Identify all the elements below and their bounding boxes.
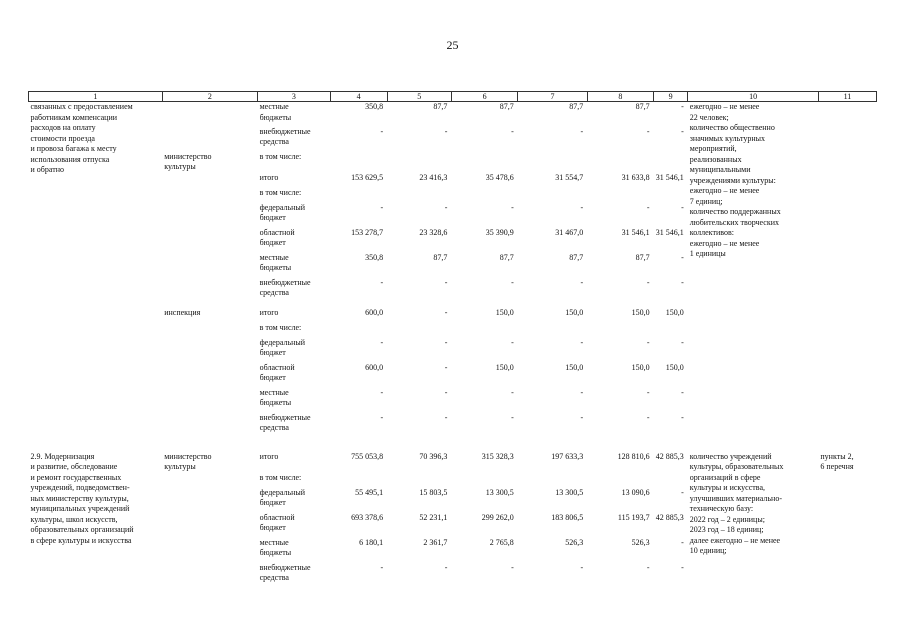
activity-description (29, 102, 163, 303)
amount-cell-col-7: - (580, 277, 584, 287)
activity-description (29, 452, 163, 588)
executor-cell (162, 152, 257, 173)
amount-cell-col-9: 150,0 (665, 362, 684, 372)
amount-cell-col-6: - (511, 562, 514, 572)
amount-cell-col-9 (654, 323, 688, 338)
table-row (29, 452, 877, 473)
column-number-7: 7 (518, 92, 587, 102)
amount-cell-col-9: 150,0 (665, 307, 684, 317)
amount-cell-col-4: 755 053,8 (351, 451, 384, 461)
funding-source-cell (258, 513, 331, 538)
reference-cell (818, 452, 876, 588)
amount-cell-col-5: 70 396,3 (419, 451, 448, 461)
funding-source-cell (258, 363, 331, 388)
column-number-3: 3 (258, 92, 331, 102)
amount-cell-col-9: - (681, 337, 684, 347)
text-line: бюджет (259, 348, 286, 357)
text-line: инспекция (164, 307, 201, 317)
text-line: в том числе: (259, 472, 302, 482)
amount-cell-col-7: 150,0 (565, 362, 584, 372)
text-line: улучшивших материально- (689, 493, 782, 503)
amount-cell-col-6: 150,0 (495, 307, 514, 317)
executor-cell (162, 452, 257, 473)
text-line: культуры, школ искусств, (30, 514, 118, 524)
amount-cell-col-5 (387, 323, 451, 338)
funding-source-cell (258, 253, 331, 278)
amount-cell-col-6: - (511, 337, 514, 347)
funding-source-cell (258, 413, 331, 438)
text-line: бюджет (259, 523, 286, 532)
text-line: количество поддержанных (689, 207, 781, 216)
text-line: стоимости проезда (30, 133, 95, 143)
amount-cell-col-4: 350,8 (365, 102, 384, 111)
amount-cell-col-4: - (380, 412, 384, 422)
amount-cell-col-5: - (444, 202, 448, 212)
text-line: и ремонт государственных (30, 472, 122, 482)
amount-cell-col-9: - (681, 562, 684, 572)
amount-cell-col-7 (518, 152, 587, 173)
text-line: и обратно (30, 165, 64, 174)
executor-cell (162, 563, 257, 588)
executor-cell (162, 363, 257, 388)
text-line: учреждениями культуры: (689, 175, 776, 185)
text-line: ежегодно – не менее (689, 186, 760, 195)
amount-cell-col-8: 31 546,1 (621, 227, 650, 237)
amount-cell-col-7: 87,7 (569, 102, 584, 111)
budget-table-container (28, 91, 877, 588)
amount-cell-col-6: - (511, 277, 514, 287)
amount-cell-col-4: - (380, 387, 384, 397)
amount-cell-col-4 (330, 152, 387, 173)
text-line: бюджет (259, 213, 286, 222)
executor-cell (162, 338, 257, 363)
amount-cell-col-5: 87,7 (433, 102, 448, 111)
amount-cell-col-4: 693 378,6 (351, 512, 384, 522)
text-line: местные (259, 102, 289, 111)
text-line: ных министерству культуры, (30, 493, 129, 503)
amount-cell-col-5: 15 803,5 (419, 487, 448, 497)
amount-cell-col-6 (451, 188, 517, 203)
amount-cell-col-6: 35 478,6 (485, 172, 514, 182)
text-line: федеральный (259, 202, 306, 212)
funding-source-cell (258, 538, 331, 563)
amount-cell-col-9: - (681, 277, 684, 287)
indicators-cell (688, 102, 819, 303)
executor-cell (162, 413, 257, 438)
executor-cell (162, 253, 257, 278)
column-number-row (29, 92, 877, 102)
amount-cell-col-5: - (444, 412, 448, 422)
text-line: итого (259, 172, 279, 182)
amount-cell-col-9: - (681, 537, 684, 547)
amount-cell-col-5: - (444, 562, 448, 572)
text-line: средства (259, 423, 289, 432)
amount-cell-col-9: - (681, 126, 684, 136)
amount-cell-col-4 (330, 323, 387, 338)
text-line: федеральный (259, 337, 306, 347)
amount-cell-col-5 (387, 473, 451, 488)
text-line: техническую базу: (689, 504, 754, 513)
amount-cell-col-5 (387, 188, 451, 203)
amount-cell-col-5: - (444, 307, 448, 317)
amount-cell-col-6 (451, 152, 517, 173)
text-line: культуры, образовательных (689, 462, 784, 471)
amount-cell-col-8: 13 090,6 (621, 487, 650, 497)
amount-cell-col-8: 150,0 (631, 307, 650, 317)
amount-cell-col-5: - (444, 387, 448, 397)
funding-source-cell (258, 488, 331, 513)
funding-source-cell (258, 127, 331, 152)
text-line: количество учреждений (689, 451, 772, 461)
text-line: в том числе: (259, 151, 302, 161)
text-line: работникам компенсации (30, 112, 117, 122)
funding-source-cell (258, 563, 331, 588)
page-number: 25 (446, 38, 459, 52)
amount-cell-col-8: - (646, 387, 650, 397)
column-number-6: 6 (451, 92, 517, 102)
executor-cell (162, 203, 257, 228)
amount-cell-col-5: - (444, 277, 448, 287)
amount-cell-col-4: - (380, 277, 384, 287)
text-line: 2022 год – 2 единицы; (689, 514, 765, 524)
activity-description (29, 308, 163, 438)
text-line: расходов на оплату (30, 123, 96, 132)
amount-cell-col-9: - (681, 387, 684, 397)
text-line: и провоза багажа к месту (30, 144, 117, 153)
amount-cell-col-4 (330, 473, 387, 488)
executor-cell (162, 513, 257, 538)
text-line: 2023 год – 18 единиц; (689, 525, 764, 534)
amount-cell-col-7: 183 806,5 (551, 512, 584, 522)
text-line: бюджет (259, 238, 286, 247)
executor-cell (162, 228, 257, 253)
amount-cell-col-6: 87,7 (499, 252, 514, 262)
amount-cell-col-7: - (580, 202, 584, 212)
amount-cell-col-8 (587, 188, 653, 203)
amount-cell-col-6: - (511, 126, 514, 136)
text-line: федеральный (259, 487, 306, 497)
amount-cell-col-9: - (681, 412, 684, 422)
amount-cell-col-8: - (646, 126, 650, 136)
amount-cell-col-4: 350,8 (365, 252, 384, 262)
amount-cell-col-6 (451, 323, 517, 338)
amount-cell-col-7: 150,0 (565, 307, 584, 317)
amount-cell-col-8: - (646, 412, 650, 422)
amount-cell-col-5: - (444, 126, 448, 136)
text-line: итого (259, 307, 279, 317)
text-line: итого (259, 451, 279, 461)
text-line: средства (259, 288, 289, 297)
amount-cell-col-8: 87,7 (635, 102, 650, 111)
amount-cell-col-7 (518, 473, 587, 488)
table-body (29, 102, 877, 588)
amount-cell-col-6 (451, 473, 517, 488)
amount-cell-col-5: 2 361,7 (423, 537, 448, 547)
funding-source-cell (258, 308, 331, 323)
funding-source-cell (258, 278, 331, 303)
amount-cell-col-8: 115 193,7 (617, 512, 650, 522)
text-line: количество общественно (689, 123, 775, 132)
text-line: бюджеты (259, 398, 292, 407)
amount-cell-col-8: - (646, 337, 650, 347)
text-line: в сфере культуры и искусства (30, 535, 132, 545)
text-line: внебюджетные (259, 126, 311, 136)
amount-cell-col-6: 299 262,0 (481, 512, 514, 522)
amount-cell-col-4: 600,0 (365, 362, 384, 372)
amount-cell-col-5: 23 416,3 (419, 172, 448, 182)
reference-cell (818, 102, 876, 303)
text-line: организаций в сфере (689, 472, 761, 482)
amount-cell-col-8 (587, 473, 653, 488)
text-line: областной (259, 362, 295, 372)
text-line: министерство (164, 451, 212, 461)
amount-cell-col-7: 197 633,3 (551, 451, 584, 461)
amount-cell-col-4: 153 278,7 (351, 227, 384, 237)
text-line: бюджеты (259, 548, 292, 557)
amount-cell-col-8: 87,7 (635, 252, 650, 262)
text-line: далее ежегодно – не менее (689, 535, 781, 545)
funding-source-cell (258, 173, 331, 188)
amount-cell-col-6: 150,0 (495, 362, 514, 372)
executor-cell (162, 308, 257, 323)
column-number-2: 2 (162, 92, 257, 102)
reference-cell (818, 308, 876, 438)
text-line: бюджет (259, 373, 286, 382)
amount-cell-col-6: 315 328,3 (481, 451, 514, 461)
indicators-cell (688, 308, 819, 438)
indicators-cell (688, 452, 819, 588)
amount-cell-col-8: - (646, 562, 650, 572)
funding-source-cell (258, 188, 331, 203)
column-number-9: 9 (654, 92, 688, 102)
amount-cell-col-8 (587, 323, 653, 338)
amount-cell-col-9 (654, 152, 688, 173)
amount-cell-col-6: 13 300,5 (485, 487, 514, 497)
column-number-1: 1 (29, 92, 163, 102)
column-number-11: 11 (818, 92, 876, 102)
amount-cell-col-4: - (380, 337, 384, 347)
amount-cell-col-4: 6 180,1 (359, 537, 384, 547)
amount-cell-col-5: 23 328,6 (419, 227, 448, 237)
text-line: 7 единиц; (689, 196, 723, 206)
amount-cell-col-8: - (646, 277, 650, 287)
amount-cell-col-7: - (580, 337, 584, 347)
amount-cell-col-7: 31 554,7 (555, 172, 584, 182)
text-line: пункты 2, (820, 451, 854, 461)
column-number-8: 8 (587, 92, 653, 102)
column-number-10: 10 (688, 92, 819, 102)
amount-cell-col-8 (587, 152, 653, 173)
amount-cell-col-6: - (511, 202, 514, 212)
amount-cell-col-7: - (580, 387, 584, 397)
amount-cell-col-9: 42 885,3 (655, 512, 684, 522)
amount-cell-col-8: 526,3 (631, 537, 650, 547)
amount-cell-col-9: - (681, 252, 684, 262)
text-line: внебюджетные (259, 562, 311, 572)
text-line: бюджет (259, 498, 286, 507)
text-line: бюджеты (259, 263, 292, 272)
text-line: ежегодно – не менее (689, 102, 760, 111)
funding-source-cell (258, 323, 331, 338)
text-line: местные (259, 537, 289, 547)
amount-cell-col-7: 87,7 (569, 252, 584, 262)
text-line: внебюджетные (259, 412, 311, 422)
text-line: реализованных (689, 154, 742, 164)
amount-cell-col-9: - (681, 202, 684, 212)
amount-cell-col-9: 31 546,1 (655, 227, 684, 237)
executor-cell (162, 278, 257, 303)
amount-cell-col-7: - (580, 126, 584, 136)
text-line: средства (259, 573, 289, 582)
text-line: местные (259, 387, 289, 397)
amount-cell-col-9 (654, 473, 688, 488)
table-row (29, 308, 877, 323)
amount-cell-col-9: - (681, 102, 684, 111)
executor-cell (162, 488, 257, 513)
amount-cell-col-6: 2 765,8 (489, 537, 514, 547)
amount-cell-col-8: 128 810,6 (617, 451, 650, 461)
text-line: 2.9. Модернизация (30, 451, 95, 461)
text-line: значимых культурных (689, 133, 765, 143)
amount-cell-col-5: 52 231,1 (419, 512, 448, 522)
text-line: культуры (164, 462, 196, 471)
amount-cell-col-8: - (646, 202, 650, 212)
amount-cell-col-9 (654, 188, 688, 203)
text-line: использования отпуска (30, 154, 110, 164)
executor-cell (162, 538, 257, 563)
table-row (29, 102, 877, 127)
amount-cell-col-4: - (380, 126, 384, 136)
text-line: муниципальных учреждений (30, 504, 130, 513)
executor-cell (162, 188, 257, 203)
amount-cell-col-5 (387, 152, 451, 173)
text-line: образовательных организаций (30, 525, 134, 534)
funding-source-cell (258, 473, 331, 488)
text-line: связанных с предоставлением (30, 102, 133, 111)
amount-cell-col-7: 13 300,5 (555, 487, 584, 497)
text-line: мероприятий, (689, 144, 737, 153)
column-number-5: 5 (387, 92, 451, 102)
amount-cell-col-6: 87,7 (499, 102, 514, 111)
executor-cell (162, 127, 257, 152)
amount-cell-col-9: - (681, 487, 684, 497)
amount-cell-col-4 (330, 188, 387, 203)
amount-cell-col-9: 31 546,1 (655, 172, 684, 182)
amount-cell-col-4: 153 629,5 (351, 172, 384, 182)
text-line: 6 перечня (820, 462, 854, 471)
amount-cell-col-5: - (444, 362, 448, 372)
text-line: учреждений, подведомствен- (30, 483, 130, 492)
amount-cell-col-7: 526,3 (565, 537, 584, 547)
text-line: 10 единиц; (689, 546, 727, 555)
executor-cell (162, 173, 257, 188)
funding-source-cell (258, 203, 331, 228)
amount-cell-col-5: 87,7 (433, 252, 448, 262)
amount-cell-col-7 (518, 323, 587, 338)
executor-cell (162, 388, 257, 413)
executor-cell (162, 323, 257, 338)
text-line: культуры и искусства, (689, 483, 765, 492)
amount-cell-col-6: - (511, 387, 514, 397)
amount-cell-col-4: 600,0 (365, 307, 384, 317)
text-line: бюджеты (259, 112, 292, 122)
column-number-4: 4 (330, 92, 387, 102)
amount-cell-col-5: - (444, 337, 448, 347)
text-line: внебюджетные (259, 277, 311, 287)
amount-cell-col-8: 31 633,8 (621, 172, 650, 182)
text-line: средства (259, 137, 289, 146)
amount-cell-col-4: - (380, 562, 384, 572)
block-spacer (29, 438, 877, 452)
text-line: в том числе: (259, 322, 302, 332)
amount-cell-col-6: - (511, 412, 514, 422)
text-line: областной (259, 512, 295, 522)
amount-cell-col-7: - (580, 412, 584, 422)
text-line: и развитие, обследование (30, 462, 118, 471)
budget-table (28, 91, 877, 588)
text-line: коллективов: (689, 228, 734, 237)
funding-source-cell (258, 102, 331, 127)
text-line: муниципальными (689, 165, 751, 174)
amount-cell-col-7 (518, 188, 587, 203)
text-line: областной (259, 227, 295, 237)
funding-source-cell (258, 388, 331, 413)
text-line: местные (259, 252, 289, 262)
amount-cell-col-4: - (380, 202, 384, 212)
funding-source-cell (258, 338, 331, 363)
amount-cell-col-9: 42 885,3 (655, 451, 684, 461)
text-line: министерство (164, 151, 212, 161)
text-line: любительских творческих (689, 217, 780, 227)
executor-cell (162, 473, 257, 488)
funding-source-cell (258, 452, 331, 473)
text-line: 1 единицы (689, 249, 726, 258)
amount-cell-col-7: - (580, 562, 584, 572)
text-line: культуры (164, 162, 196, 171)
funding-source-cell (258, 152, 331, 173)
amount-cell-col-6: 35 390,9 (485, 227, 514, 237)
text-line: 22 человек; (689, 112, 729, 122)
amount-cell-col-4: 55 495,1 (355, 487, 384, 497)
text-line: ежегодно – не менее (689, 238, 760, 248)
text-line: в том числе: (259, 187, 302, 197)
amount-cell-col-7: 31 467,0 (555, 227, 584, 237)
funding-source-cell (258, 228, 331, 253)
executor-cell (162, 102, 257, 127)
amount-cell-col-8: 150,0 (631, 362, 650, 372)
